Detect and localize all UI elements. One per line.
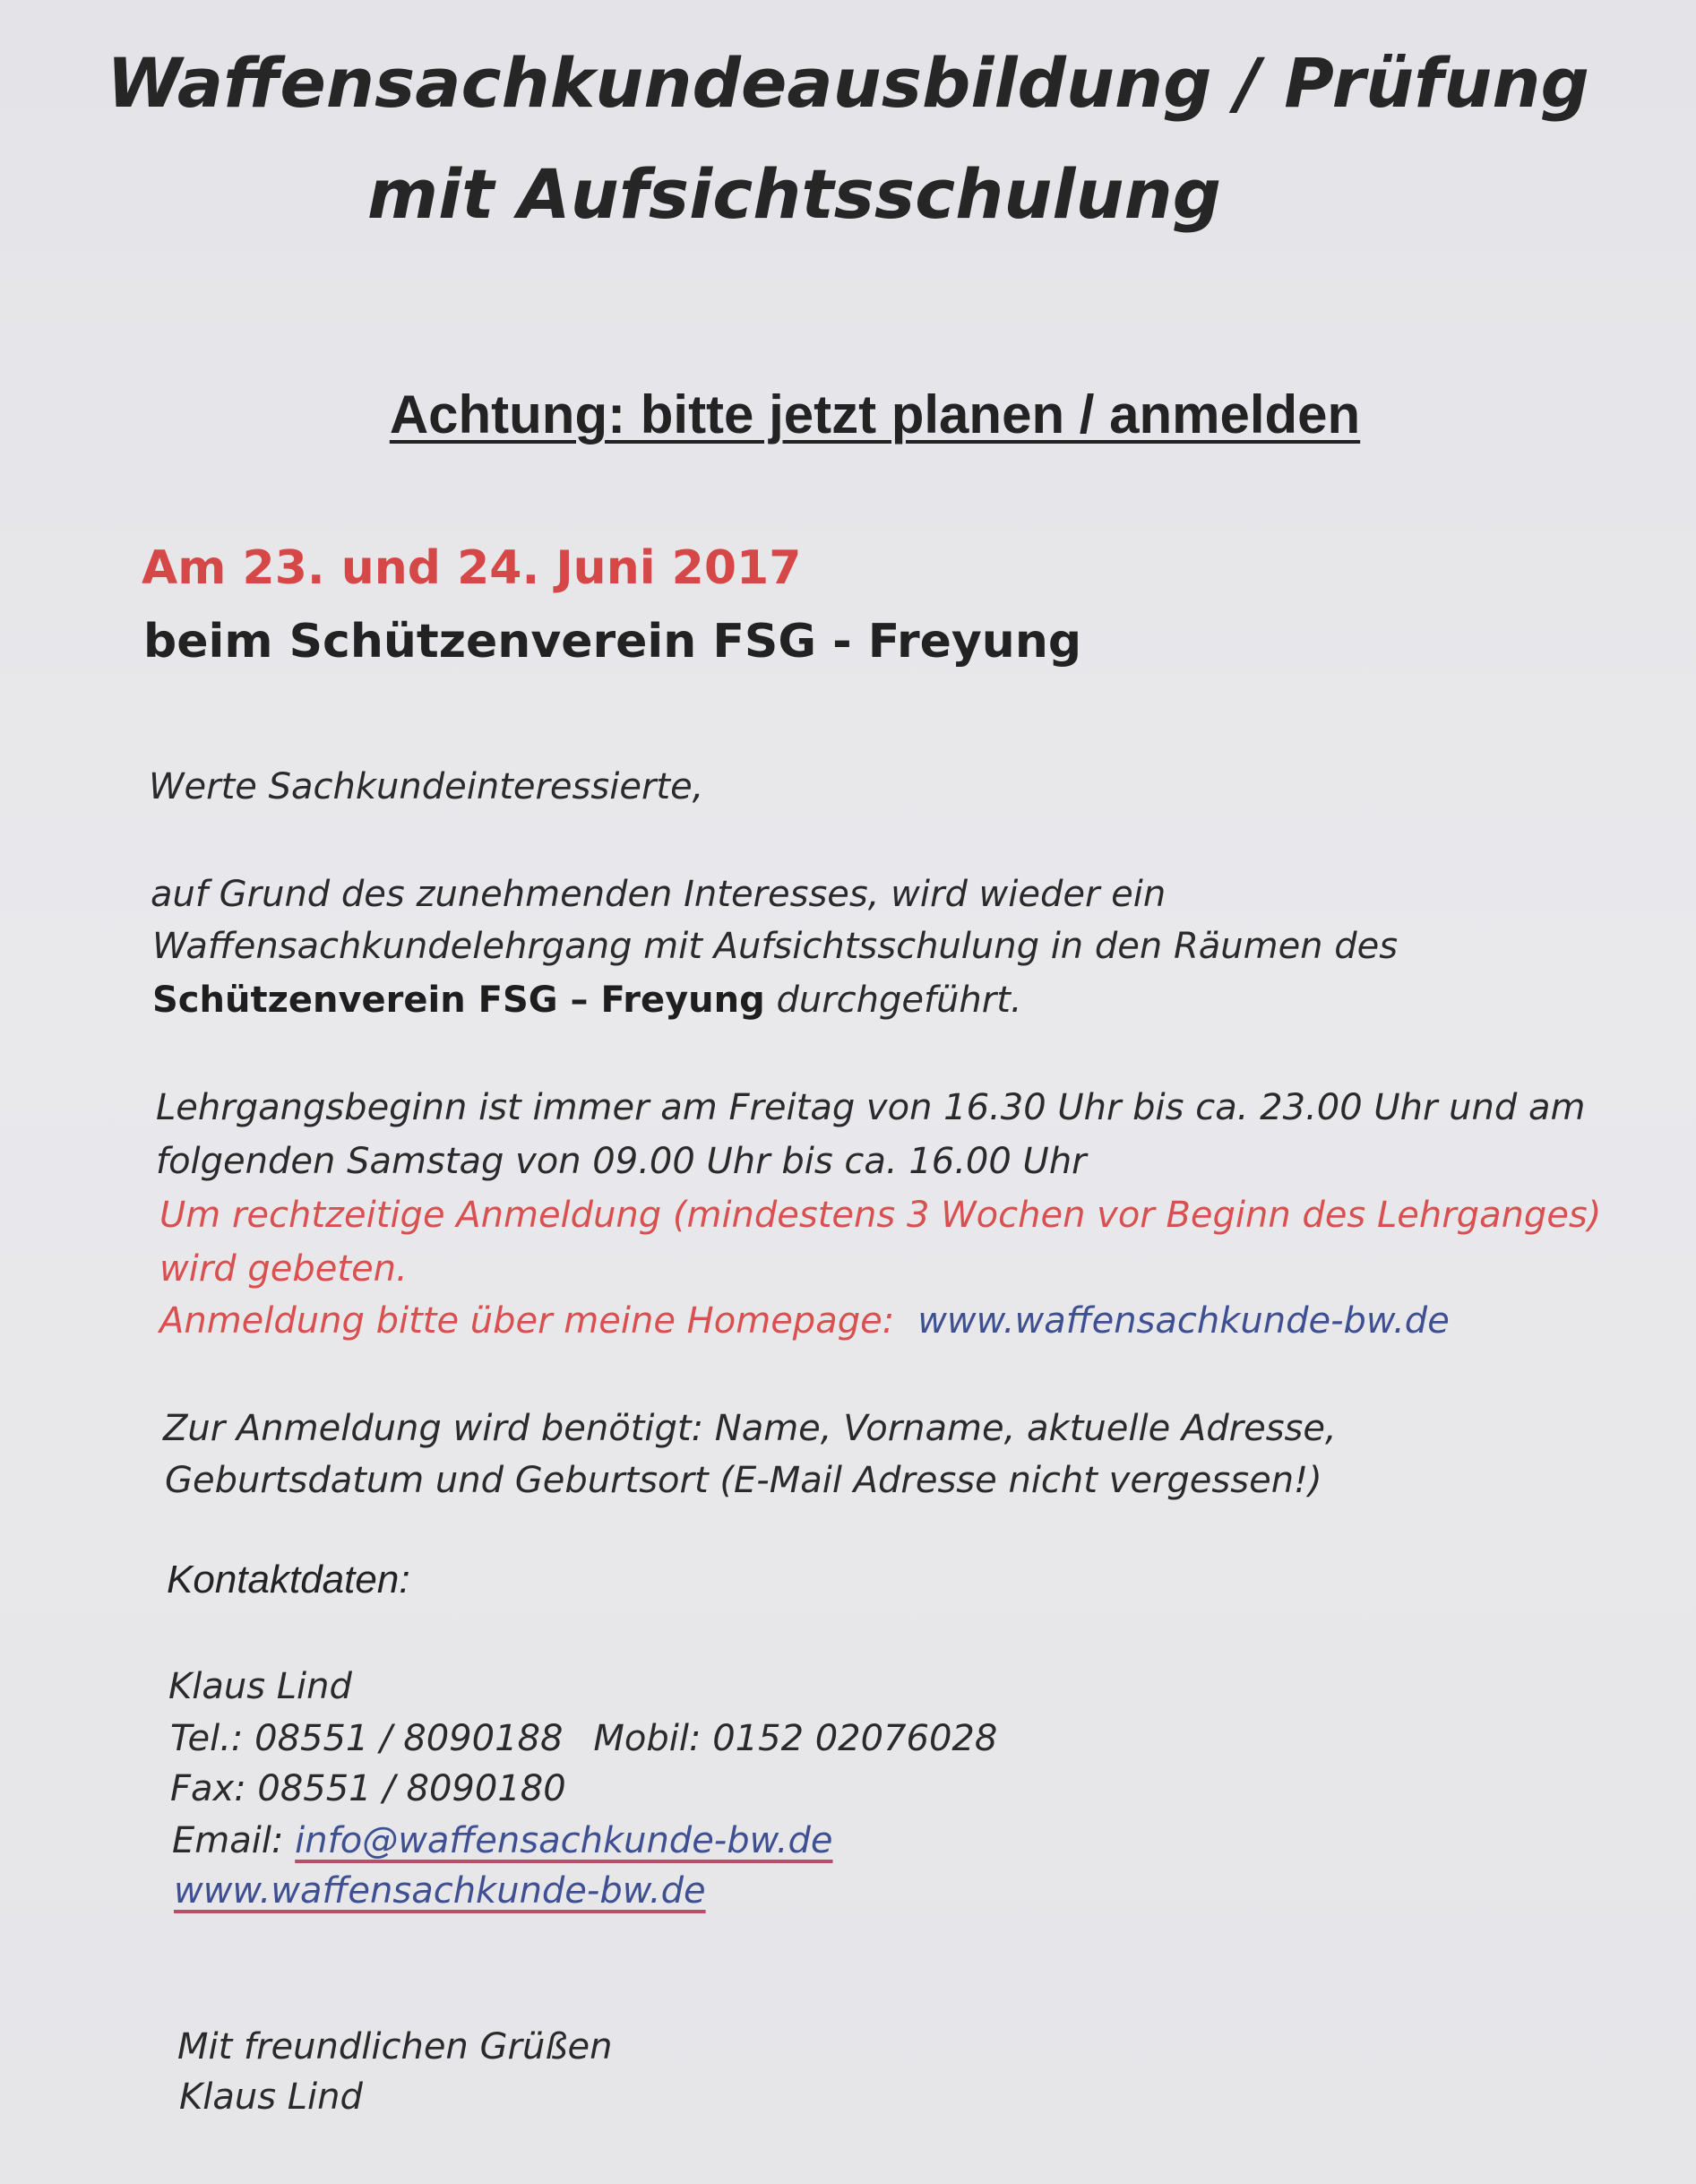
register-url-link[interactable]: www.waffensachkunde-bw.de <box>917 1300 1450 1342</box>
notice-line-1: Um rechtzeitige Anmeldung (mindestens 3 Wochen vor Beginn des Lehrganges) <box>159 1195 1602 1236</box>
intro-line-3-rest: durchgeführt. <box>764 980 1022 1021</box>
closing: Mit freundlichen Grüßen <box>177 2026 613 2067</box>
register-label: Anmeldung bitte über meine Homepage: <box>159 1300 895 1342</box>
intro-line-2: Waffensachkundelehrgang mit Aufsichtsschulung in den Räumen des <box>152 926 1399 967</box>
contact-phones <box>170 1712 997 1765</box>
club-name: Schützenverein FSG – Freyung <box>152 980 765 1021</box>
event-location: beim Schützenverein FSG - Freyung <box>143 615 1082 669</box>
contact-mobile: Mobil: 0152 02076028 <box>593 1718 998 1759</box>
register-line <box>159 1294 1450 1348</box>
salutation: Werte Sachkundeinteressierte, <box>149 766 704 807</box>
contact-email-line <box>172 1814 833 1868</box>
signature: Klaus Lind <box>179 2076 363 2118</box>
event-date: Am 23. und 24. Juni 2017 <box>142 541 802 595</box>
subtitle: Achtung: bitte jetzt planen / anmelden <box>389 384 1361 445</box>
schedule-line-1: Lehrgangsbeginn ist immer am Freitag von 16.30 Uhr bis ca. 23.00 Uhr und am <box>156 1087 1586 1128</box>
contact-fax: Fax: 08551 / 8090180 <box>170 1768 566 1809</box>
contact-email-label: Email: <box>172 1820 284 1861</box>
contact-email-link[interactable]: info@waffensachkunde-bw.de <box>295 1820 833 1861</box>
intro-line-1: auf Grund des zunehmenden Interesses, wird wieder ein <box>151 874 1167 915</box>
title-line-2: mit Aufsichtsschulung <box>366 154 1222 234</box>
contact-heading: Kontaktdaten: <box>167 1558 410 1601</box>
intro-line-3 <box>152 973 1022 1027</box>
title-line-1: Waffensachkundeausbildung / Prüfung <box>107 43 1589 123</box>
required-line-1: Zur Anmeldung wird benötigt: Name, Vorname, aktuelle Adresse, <box>163 1408 1337 1449</box>
notice-line-2: wird gebeten. <box>159 1248 408 1290</box>
contact-phone: Tel.: 08551 / 8090188 <box>170 1718 564 1759</box>
contact-website-line <box>174 1864 706 1918</box>
contact-website-link[interactable]: www.waffensachkunde-bw.de <box>174 1870 706 1912</box>
schedule-line-2: folgenden Samstag von 09.00 Uhr bis ca. 16.00 Uhr <box>156 1141 1087 1182</box>
contact-name: Klaus Lind <box>168 1666 352 1707</box>
required-line-2: Geburtsdatum und Geburtsort (E-Mail Adresse nicht vergessen!) <box>165 1460 1322 1501</box>
